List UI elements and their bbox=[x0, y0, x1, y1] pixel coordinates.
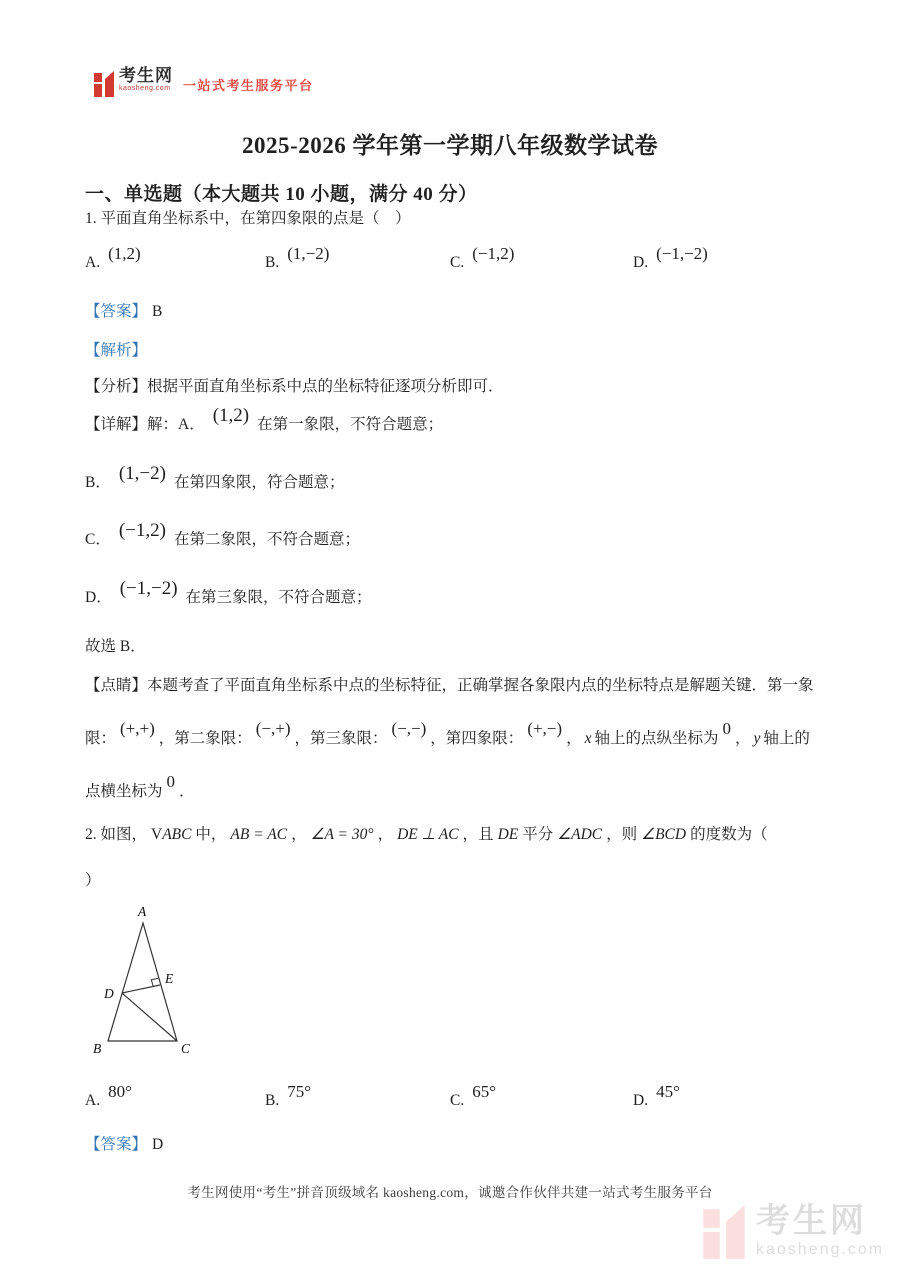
q2-text: 2. 如图， bbox=[85, 826, 148, 843]
q2-text: 平分 bbox=[522, 826, 554, 843]
kaosheng-logo-icon bbox=[94, 70, 115, 98]
q1-analysis-tag-line bbox=[85, 338, 147, 360]
inline-math: (−1,−2) bbox=[119, 578, 178, 599]
inline-math: 0 bbox=[722, 719, 731, 738]
math-expression: ABC bbox=[162, 826, 192, 843]
q2-option-d bbox=[633, 1082, 680, 1110]
detail-text: 在第四象限，符合题意； bbox=[173, 474, 345, 491]
math-variable: x bbox=[584, 730, 592, 747]
inline-math: (1,2) bbox=[212, 405, 250, 426]
q1-detail-line-a bbox=[85, 405, 444, 435]
segment-dc bbox=[122, 993, 177, 1041]
analysis-tag: 【解析】 bbox=[85, 342, 148, 359]
inline-math: 0 bbox=[166, 772, 176, 791]
detail-label: C． bbox=[85, 531, 111, 548]
vertex-label-d: D bbox=[104, 986, 114, 1001]
triangle-symbol: V bbox=[151, 826, 163, 843]
option-label: D. bbox=[633, 1092, 649, 1109]
page-title: 2025-2026 学年第一学期八年级数学试卷 bbox=[242, 133, 658, 159]
dianjing-text: ，第二象限： bbox=[158, 730, 252, 747]
q1-detail-line-b bbox=[85, 463, 345, 493]
q2-text: 中， bbox=[195, 826, 227, 843]
q1-conclusion: 故选 B． bbox=[85, 638, 146, 655]
q2-stem-line1 bbox=[85, 822, 768, 844]
q2-text: ， bbox=[291, 826, 307, 843]
inline-math: (−,−) bbox=[391, 719, 427, 738]
q1-answer-line bbox=[85, 299, 162, 321]
dianjing-text: ， bbox=[734, 730, 751, 747]
dianjing-text: ． bbox=[179, 783, 195, 800]
vertex-label-a: A bbox=[138, 904, 147, 919]
q2-option-a bbox=[85, 1082, 132, 1110]
brand-text-block bbox=[119, 66, 173, 92]
option-label: B. bbox=[265, 254, 280, 271]
option-label: A. bbox=[85, 254, 101, 271]
math-expression: ∠ADC bbox=[557, 826, 603, 843]
dianjing-text: ，第三象限： bbox=[294, 730, 388, 747]
q1-option-c bbox=[450, 244, 515, 272]
inline-math: (−1,2) bbox=[118, 520, 166, 541]
q1-option-a bbox=[85, 244, 141, 272]
inline-math: (+,+) bbox=[120, 719, 155, 738]
option-value: 45° bbox=[656, 1082, 680, 1101]
detail-text: 在第二象限，不符合题意； bbox=[173, 531, 360, 548]
inline-math: (+,−) bbox=[527, 719, 563, 738]
inline-math: (1,−2) bbox=[118, 463, 166, 484]
math-expression: DE ⊥ AC bbox=[397, 826, 459, 843]
answer-value: D bbox=[152, 1136, 164, 1153]
option-label: B. bbox=[265, 1092, 280, 1109]
option-value: 80° bbox=[108, 1082, 132, 1101]
math-expression: ∠A = 30° bbox=[310, 826, 374, 843]
dianjing-text: 轴上的点横坐标为 bbox=[85, 730, 810, 800]
dianjing-text: 轴上的点纵坐标为 bbox=[594, 730, 719, 747]
q1-dianjing bbox=[85, 660, 817, 818]
detail-text: 在第一象限，不符合题意； bbox=[257, 416, 444, 433]
vertex-label-b: B bbox=[93, 1041, 102, 1056]
watermark-text-block bbox=[756, 1203, 884, 1259]
option-label: C. bbox=[450, 1092, 465, 1109]
page-footer: 考生网使用“考生”拼音顶级域名 kaosheng.com，诚邀合作伙伴共建一站式考生服务平台 bbox=[187, 1185, 713, 1200]
q2-stem-line2: ） bbox=[85, 872, 101, 889]
q2-option-c bbox=[450, 1082, 497, 1110]
math-expression: DE bbox=[497, 826, 519, 843]
math-variable: y bbox=[753, 730, 761, 747]
dianjing-text: 【点睛】本题考查了平面直角坐标系中点的坐标特征，正确掌握各象限内点的坐标特点是解题关键．第一象限： bbox=[85, 677, 814, 747]
watermark-domain: kaosheng.com bbox=[756, 1241, 885, 1258]
option-value: 65° bbox=[472, 1082, 497, 1101]
answer-tag: 【答案】 bbox=[85, 303, 148, 320]
q2-answer-line bbox=[85, 1132, 163, 1154]
detail-label: 【详解】解：A． bbox=[85, 416, 205, 433]
answer-tag: 【答案】 bbox=[85, 1136, 148, 1153]
q2-option-b bbox=[265, 1082, 312, 1110]
watermark-brand-name: 考生网 bbox=[756, 1202, 867, 1240]
q1-fenxi: 【分析】根据平面直角坐标系中点的坐标特征逐项分析即可． bbox=[85, 378, 504, 395]
option-value: (1,−2) bbox=[287, 244, 330, 263]
dianjing-text: ， bbox=[566, 730, 582, 747]
option-value: (1,2) bbox=[108, 244, 141, 263]
option-label: D. bbox=[633, 254, 649, 271]
option-label: A. bbox=[85, 1092, 101, 1109]
q2-text: ，则 bbox=[606, 826, 638, 843]
q1-stem: 1. 平面直角坐标系中，在第四象限的点是（ ） bbox=[85, 210, 411, 227]
segment-de bbox=[122, 985, 160, 993]
brand-name: 考生网 bbox=[119, 66, 173, 85]
watermark-logo-icon bbox=[702, 1203, 748, 1261]
detail-label: D． bbox=[85, 589, 112, 606]
option-label: C. bbox=[450, 254, 465, 271]
detail-text: 在第三象限，不符合题意； bbox=[185, 589, 372, 606]
section-heading: 一、单选题（本大题共 10 小题，满分 40 分） bbox=[85, 183, 478, 205]
option-value: (−1,−2) bbox=[656, 244, 708, 263]
dianjing-text: ，第四象限： bbox=[430, 730, 524, 747]
q1-detail-line-c bbox=[85, 520, 360, 550]
q2-text: ， bbox=[377, 826, 394, 843]
vertex-label-e: E bbox=[165, 971, 174, 986]
option-value: (−1,2) bbox=[472, 244, 515, 263]
brand-slogan: 一站式考生服务平台 bbox=[183, 78, 314, 93]
answer-value: B bbox=[152, 303, 163, 320]
q2-text: ，且 bbox=[462, 826, 494, 843]
triangle-figure bbox=[80, 900, 200, 1065]
q2-text: 的度数为（ bbox=[690, 826, 768, 843]
watermark bbox=[702, 1203, 884, 1261]
math-expression: ∠BCD bbox=[641, 826, 687, 843]
q1-detail-line-d bbox=[85, 578, 372, 608]
detail-label: B． bbox=[85, 474, 111, 491]
q1-option-d bbox=[633, 244, 708, 272]
site-header bbox=[94, 66, 314, 102]
brand-domain: kaosheng.com bbox=[119, 85, 171, 92]
math-expression: AB = AC bbox=[230, 826, 288, 843]
q1-option-b bbox=[265, 244, 330, 272]
vertex-label-c: C bbox=[181, 1041, 191, 1056]
option-value: 75° bbox=[287, 1082, 312, 1101]
inline-math: (−,+) bbox=[255, 719, 291, 738]
